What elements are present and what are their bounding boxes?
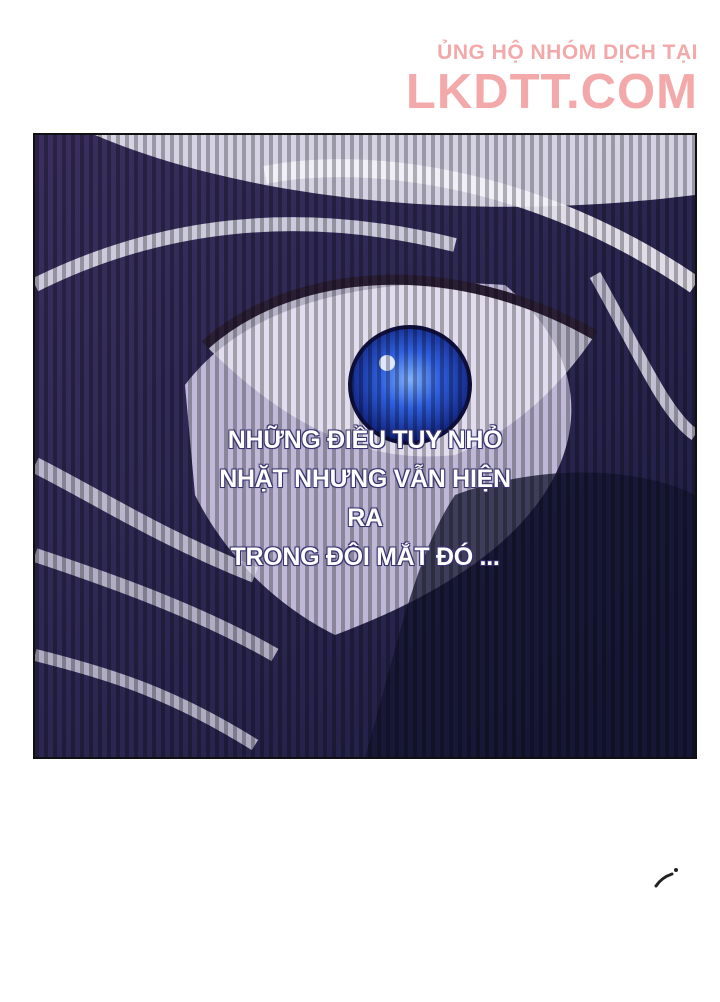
caption-line: NHẶT NHƯNG VẪN HIỆN RA: [219, 465, 511, 532]
caption-line: NHỮNG ĐIỀU TUY NHỎ: [227, 426, 503, 454]
ink-smudge: [648, 858, 688, 898]
watermark: [398, 40, 698, 118]
caption-line: TRONG ĐÔI MẮT ĐÓ ...: [230, 543, 500, 571]
caption-box: [205, 421, 525, 577]
watermark-tagline: ỦNG HỘ NHÓM DỊCH TẠI: [437, 41, 698, 64]
watermark-site: LKDTT.COM: [405, 65, 698, 119]
comic-panel: [33, 133, 697, 759]
